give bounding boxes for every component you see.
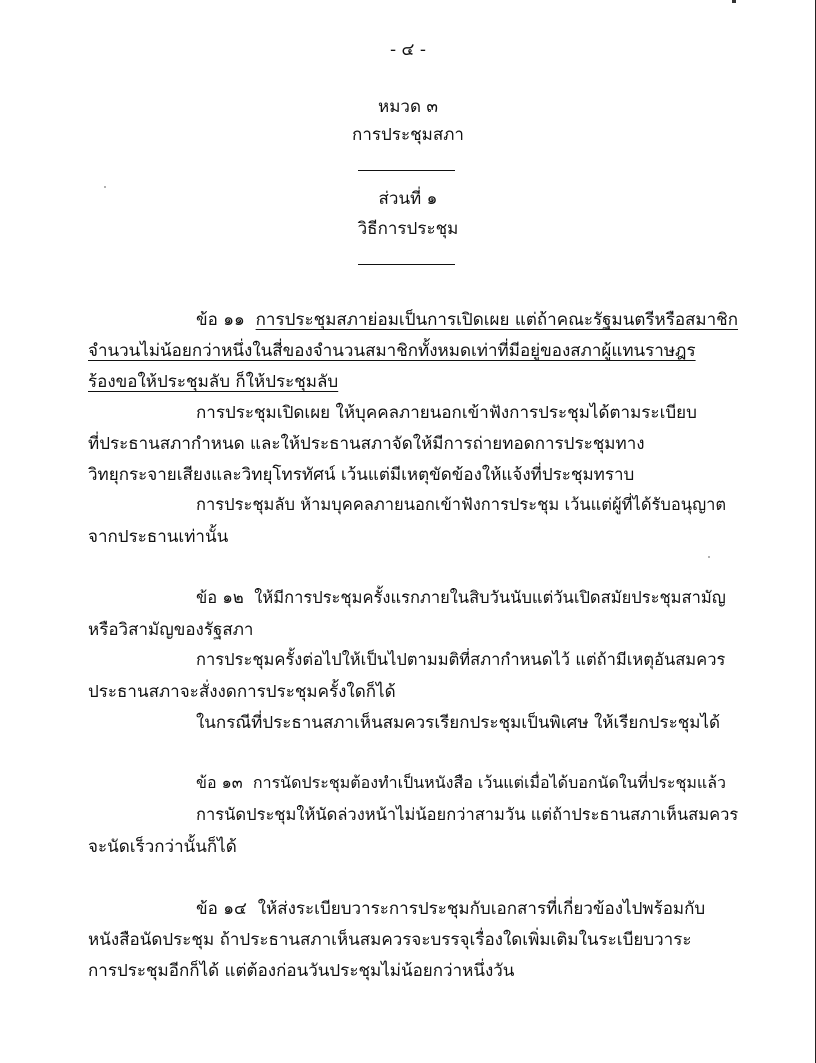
paragraph-line: ที่ประธานสภากำหนด และให้ประธานสภาจัดให้มีการถ่ายทอดการประชุมทาง <box>88 434 645 454</box>
divider <box>358 264 455 265</box>
section-label: ข้อ ๑๒ <box>196 588 244 607</box>
section-text: หรือวิสามัญของรัฐสภา <box>88 620 254 640</box>
paragraph-line: วิทยุกระจายเสียงและวิทยุโทรทัศน์ เว้นแต่มีเหตุขัดข้องให้แจ้งที่ประชุมทราบ <box>88 465 635 485</box>
scan-speck <box>708 556 710 558</box>
part-heading: ส่วนที่ ๑ <box>378 189 438 209</box>
section-line <box>196 585 726 611</box>
chapter-title: การประชุมสภา <box>352 125 464 145</box>
section-text: หนังสือนัดประชุม ถ้าประธานสภาเห็นสมควรจะบรรจุเรื่องใดเพิ่มเติมในระเบียบวาระ <box>88 930 692 950</box>
page-number: - ๔ - <box>390 40 426 60</box>
part-title: วิธีการประชุม <box>357 219 459 239</box>
section-line <box>196 771 726 796</box>
section-text: การนัดประชุมต้องทำเป็นหนังสือ เว้นแต่เมื่อได้บอกนัดในที่ประชุมแล้ว <box>252 773 726 792</box>
paragraph-line: จะนัดเร็วกว่านั้นก็ได้ <box>88 837 237 857</box>
section-text: การประชุมอีกก็ได้ แต่ต้องก่อนวันประชุมไม่น้อยกว่าหนึ่งวัน <box>88 961 515 981</box>
paragraph-line: การประชุมครั้งต่อไปให้เป็นไปตามมติที่สภากำหนดไว้ แต่ถ้ามีเหตุอันสมควร <box>196 650 726 669</box>
section-text: ร้องขอให้ประชุมลับ ก็ให้ประชุมลับ <box>88 372 339 392</box>
section-line <box>196 306 738 333</box>
paragraph-line: การประชุมเปิดเผย ให้บุคคลภายนอกเข้าฟังการประชุมได้ตามระเบียบ <box>196 403 697 423</box>
paragraph-line: การนัดประชุมให้นัดล่วงหน้าไม่น้อยกว่าสามวัน แต่ถ้าประธานสภาเห็นสมควร <box>196 805 739 824</box>
section-label: ข้อ ๑๔ <box>196 899 247 919</box>
section-line <box>196 895 705 922</box>
divider <box>358 170 455 171</box>
section-text: ให้ส่งระเบียบวาระการประชุมกับเอกสารที่เกี่ยวข้องไปพร้อมกับ <box>257 899 706 919</box>
section-label: ข้อ ๑๑ <box>196 310 245 330</box>
scan-mark <box>732 0 736 3</box>
paragraph-line: ในกรณีที่ประธานสภาเห็นสมควรเรียกประชุมเป็นพิเศษ ให้เรียกประชุมได้ <box>196 713 721 733</box>
paragraph-line: ประธานสภาจะสั่งงดการประชุมครั้งใดก็ได้ <box>88 682 396 702</box>
section-text: จำนวนไม่น้อยกว่าหนึ่งในสี่ของจำนวนสมาชิกทั้งหมดเท่าที่มีอยู่ของสภาผู้แทนราษฎร <box>88 341 696 361</box>
section-text: ให้มีการประชุมครั้งแรกภายในสิบวันนับแต่วันเปิดสมัยประชุมสามัญ <box>254 588 726 607</box>
chapter-heading: หมวด ๓ <box>377 97 439 117</box>
section-label: ข้อ ๑๓ <box>196 773 243 792</box>
paragraph-line: การประชุมลับ ห้ามบุคคลภายนอกเข้าฟังการประชุม เว้นแต่ผู้ที่ได้รับอนุญาต <box>196 495 727 514</box>
paragraph-line: จากประธานเท่านั้น <box>88 527 229 547</box>
section-text: การประชุมสภาย่อมเป็นการเปิดเผย แต่ถ้าคณะรัฐมนตรีหรือสมาชิก <box>255 310 739 330</box>
